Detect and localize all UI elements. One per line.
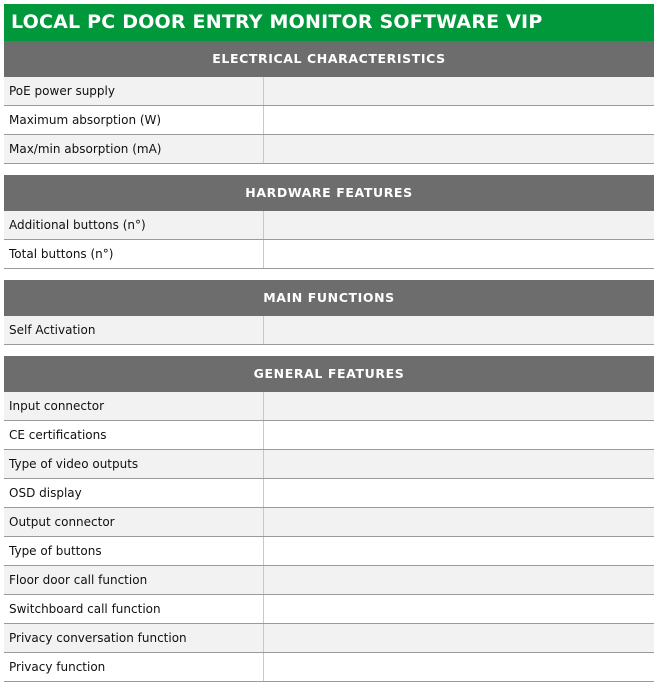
- table-row: [4, 450, 654, 479]
- row-value: [264, 316, 654, 344]
- section-spacer: [4, 164, 654, 175]
- table-row: [4, 211, 654, 240]
- table-row: [4, 624, 654, 653]
- section-spacer: [4, 269, 654, 280]
- row-value: [264, 566, 654, 594]
- section-spacer: [4, 345, 654, 356]
- page-title: LOCAL PC DOOR ENTRY MONITOR SOFTWARE VIP: [4, 4, 654, 41]
- row-value: [264, 240, 654, 268]
- row-value: [264, 392, 654, 420]
- table-row: [4, 421, 654, 450]
- row-value: [264, 479, 654, 507]
- row-value: [264, 211, 654, 239]
- table-row: [4, 653, 654, 682]
- row-label: Max/min absorption (mA): [4, 135, 264, 163]
- row-label: Type of video outputs: [4, 450, 264, 478]
- table-row: [4, 392, 654, 421]
- table-row: [4, 566, 654, 595]
- row-value: [264, 508, 654, 536]
- row-label: Privacy conversation function: [4, 624, 264, 652]
- row-value: [264, 595, 654, 623]
- row-value: [264, 106, 654, 134]
- row-label: OSD display: [4, 479, 264, 507]
- table-row: [4, 240, 654, 269]
- row-label: PoE power supply: [4, 77, 264, 105]
- table-row: [4, 595, 654, 624]
- row-value: [264, 77, 654, 105]
- row-label: Privacy function: [4, 653, 264, 681]
- row-label: Total buttons (n°): [4, 240, 264, 268]
- section-header-hardware: HARDWARE FEATURES: [4, 175, 654, 211]
- row-label: Maximum absorption (W): [4, 106, 264, 134]
- row-value: [264, 135, 654, 163]
- section-header-main-functions: MAIN FUNCTIONS: [4, 280, 654, 316]
- table-row: [4, 316, 654, 345]
- row-label: Additional buttons (n°): [4, 211, 264, 239]
- table-row: [4, 106, 654, 135]
- table-row: [4, 135, 654, 164]
- row-value: [264, 624, 654, 652]
- row-label: CE certifications: [4, 421, 264, 449]
- table-row: [4, 508, 654, 537]
- table-row: [4, 77, 654, 106]
- table-row: [4, 537, 654, 566]
- section-header-general: GENERAL FEATURES: [4, 356, 654, 392]
- row-value: [264, 450, 654, 478]
- row-value: [264, 537, 654, 565]
- row-label: Input connector: [4, 392, 264, 420]
- row-label: Floor door call function: [4, 566, 264, 594]
- row-label: Type of buttons: [4, 537, 264, 565]
- row-value: [264, 421, 654, 449]
- table-row: [4, 479, 654, 508]
- section-header-electrical: ELECTRICAL CHARACTERISTICS: [4, 41, 654, 77]
- row-value: [264, 653, 654, 681]
- row-label: Output connector: [4, 508, 264, 536]
- row-label: Self Activation: [4, 316, 264, 344]
- row-label: Switchboard call function: [4, 595, 264, 623]
